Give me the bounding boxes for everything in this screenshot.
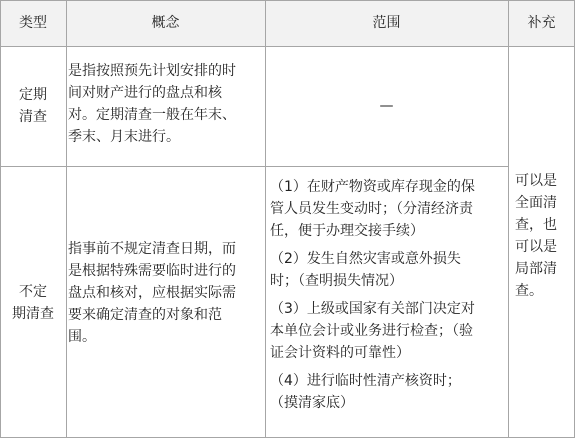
row2-concept: 指事前不规定清查日期，而 是根据特殊需要临时进行的 盘点和核对，应根据实际需 要来确定清查的对象和范 围。 — [68, 241, 236, 345]
border-bottom — [0, 437, 575, 438]
border-left — [0, 0, 1, 438]
scope-item-3: （3）上级或国家有关部门决定对 本单位会计或业务进行检查；（验 证会计资料的可靠性） — [270, 301, 475, 361]
border-col2 — [265, 0, 266, 438]
scope-item-2: （2）发生自然灾害或意外损失 时；（查明损失情况） — [270, 251, 461, 289]
border-row1-bottom — [0, 166, 508, 167]
scope-item-4: （4）进行临时性清产核资时； （摸清家底） — [270, 373, 461, 411]
border-header-bottom — [0, 46, 575, 47]
header-scope: 范围 — [265, 0, 508, 46]
border-col1 — [66, 0, 67, 438]
supplement-text: 可以是 全面清 查，也 可以是 局部清 查。 — [515, 173, 557, 299]
header-supplement: 补充 — [508, 0, 575, 46]
header-type: 类型 — [0, 0, 66, 46]
row2-scope-list — [270, 176, 506, 414]
row1-type: 定期 清查 — [19, 87, 47, 125]
row2-type: 不定 期清查 — [12, 283, 54, 322]
border-top — [0, 0, 575, 1]
header-concept: 概念 — [66, 0, 265, 46]
border-col3 — [508, 0, 509, 438]
row1-scope: — — [379, 98, 394, 114]
row1-concept: 是指按照预先计划安排的时 间对财产进行的盘点和核 对。定期清查一般在年末、 季末、月末进行。 — [68, 63, 236, 145]
scope-item-1: （1）在财产物资或库存现金的保 管人员发生变动时；（分清经济责 任，便于办理交接手续） — [270, 179, 475, 239]
